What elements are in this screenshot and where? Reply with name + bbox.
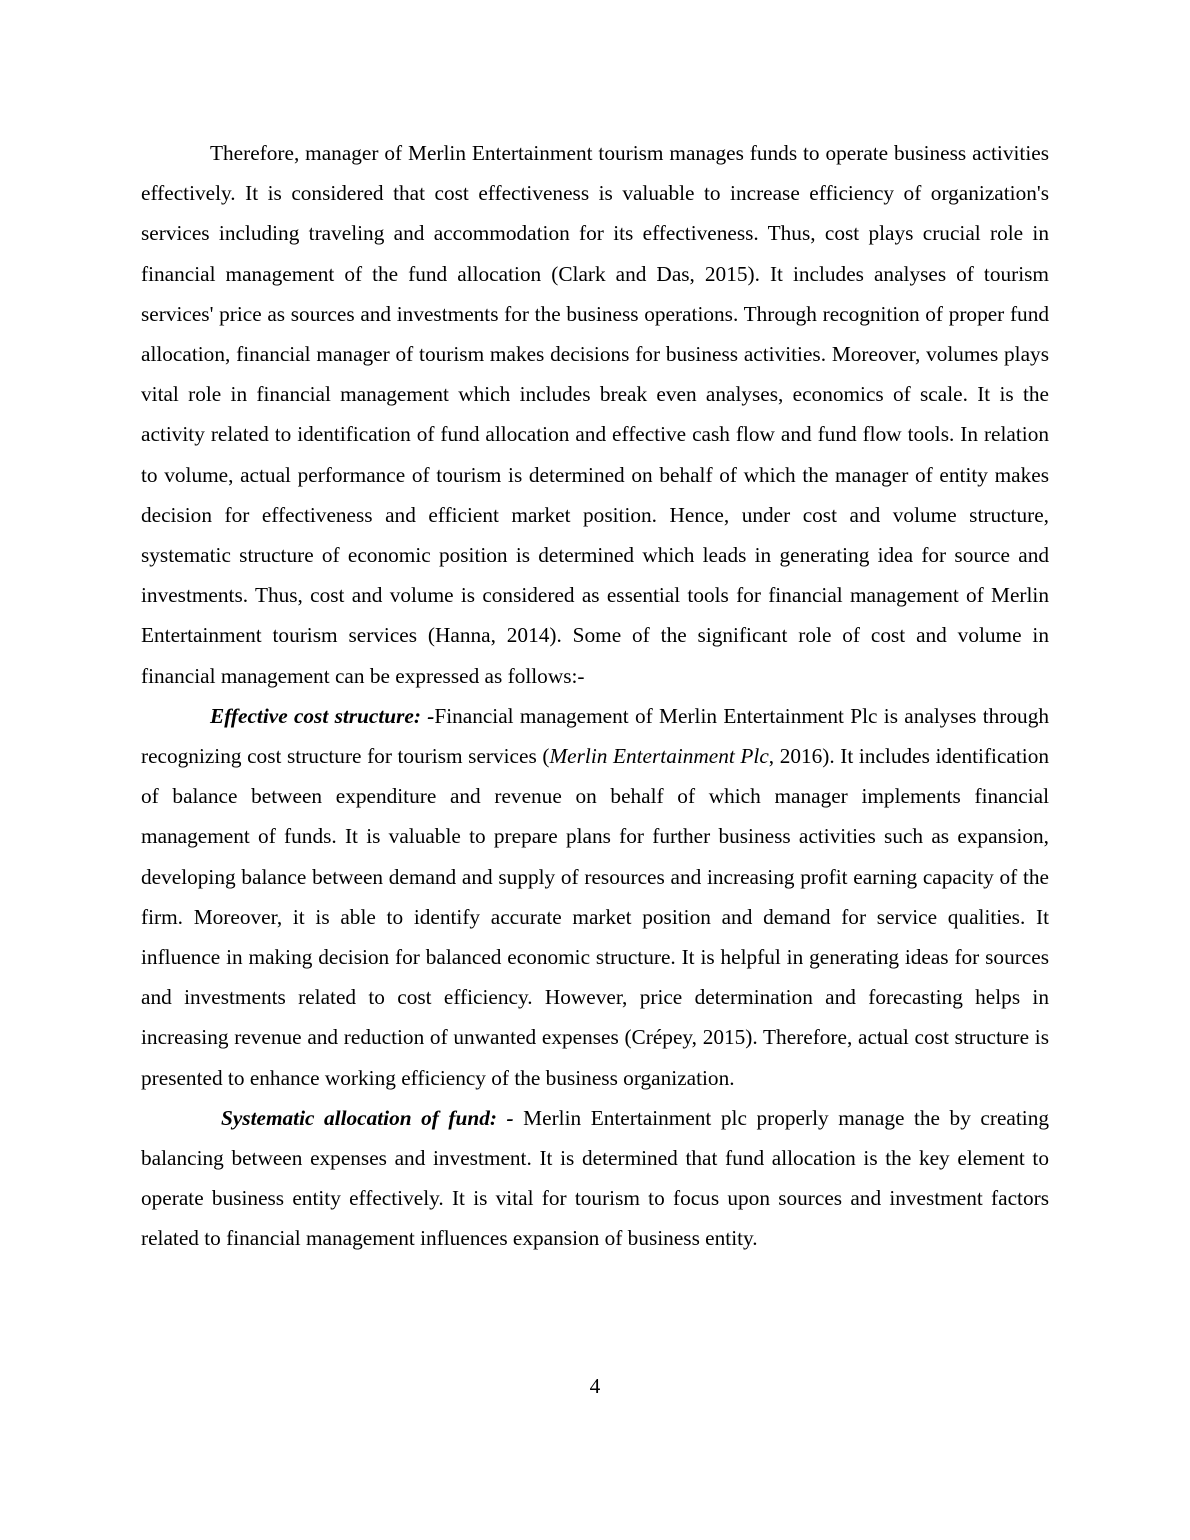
paragraph-heading: Systematic allocation of fund: - bbox=[221, 1105, 514, 1130]
paragraph-systematic-allocation bbox=[141, 1098, 1049, 1259]
paragraph-heading: Effective cost structure: - bbox=[210, 703, 435, 728]
paragraph-text: Merlin Entertainment plc properly manage the by creating balancing between expenses and investment. It is determined that fund allocation is the key element to operate business entity effectively. It is vital for tourism to focus upon sources and investment factors related to financial management influences expansion of business entity. bbox=[141, 1105, 1049, 1251]
paragraph-effective-cost-structure bbox=[141, 696, 1049, 1098]
page-number: 4 bbox=[589, 1374, 601, 1398]
paragraph-text: Financial management of Merlin Entertainment Plc is analyses through recognizing cost structure for tourism services ( bbox=[141, 703, 1049, 769]
paragraph-cost-volume-intro: Therefore, manager of Merlin Entertainment tourism manages funds to operate business activities effectively. It is considered that cost effectiveness is valuable to increase efficiency of organization's services including traveling and accommodation for its effectiveness. Thus, cost plays crucial role in financial management of the fund allocation (Clark and Das, 2015). It includes analyses of tourism services' price as sources and investments for the business operations. Through recognition of proper fund allocation, financial manager of tourism makes decisions for business activities. Moreover, volumes plays vital role in financial management which includes break even analyses, economics of scale. It is the activity related to identification of fund allocation and effective cash flow and fund flow tools. In relation to volume, actual performance of tourism is determined on behalf of which the manager of entity makes decision for effectiveness and efficient market position. Hence, under cost and volume structure, systematic structure of economic position is determined which leads in generating idea for source and investments. Thus, cost and volume is considered as essential tools for financial management of Merlin Entertainment tourism services (Hanna, 2014). Some of the significant role of cost and volume in financial management can be expressed as follows:- bbox=[141, 141, 1049, 688]
citation-italic: Merlin Entertainment Plc bbox=[549, 744, 769, 769]
document-page bbox=[141, 133, 1049, 1259]
paragraph-text: , 2016). It includes identification of balance between expenditure and revenue on behalf of which manager implements financial management of funds. It is valuable to prepare plans for further business activities such as expansion, developing balance between demand and supply of resources and increasing profit earning capacity of the firm. Moreover, it is able to identify accurate market position and demand for service qualities. It influence in making decision for balanced economic structure. It is helpful in generating ideas for sources and investments related to cost efficiency. However, price determination and forecasting helps in increasing revenue and reduction of unwanted expenses (Crépey, 2015). Therefore, actual cost structure is presented to enhance working efficiency of the business organization. bbox=[141, 744, 1049, 1090]
